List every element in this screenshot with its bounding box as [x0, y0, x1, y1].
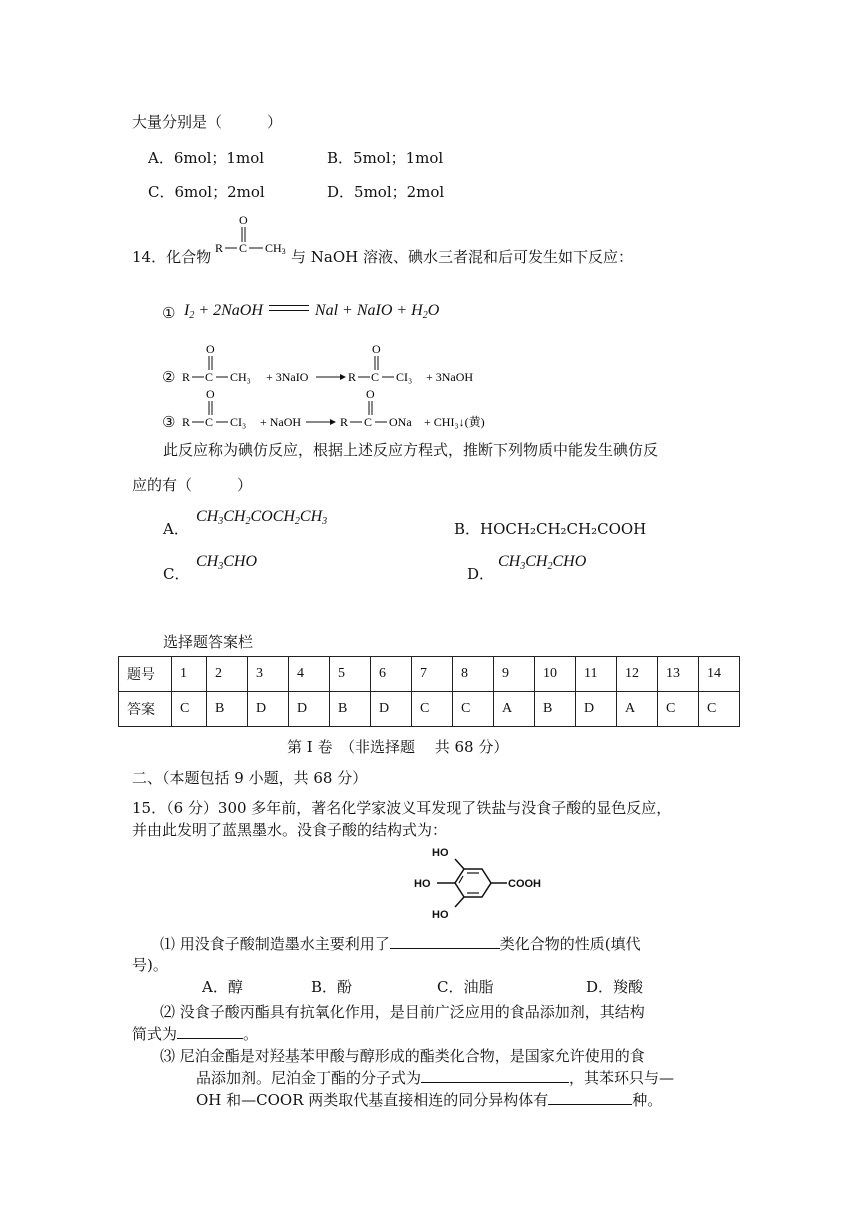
svg-text:HO: HO	[414, 878, 431, 890]
table-row	[119, 692, 740, 727]
answer-blank[interactable]	[548, 1090, 632, 1105]
q14-option-d-formula: $CH_3CH_2CHO$	[498, 553, 587, 572]
table-cell: 11	[576, 657, 617, 692]
q14-option-b: B．HOCH₂CH₂CH₂COOH	[454, 520, 647, 538]
reaction2-label: ②	[162, 368, 176, 386]
svg-text:O: O	[372, 342, 381, 356]
svg-text:+ 3NaIO: + 3NaIO	[266, 370, 309, 384]
svg-text:R: R	[340, 415, 349, 429]
table-cell: C	[453, 692, 494, 727]
table-cell: B	[330, 692, 371, 727]
svg-text:R: R	[182, 415, 191, 429]
svg-text:COOH: COOH	[508, 878, 541, 890]
table-cell: A	[617, 692, 658, 727]
table-cell: 4	[289, 657, 330, 692]
svg-text:R: R	[182, 370, 191, 384]
table-cell: C	[172, 692, 207, 727]
volume-title: 第 I 卷 （非选择题 共 68 分）	[287, 738, 509, 756]
q15-sub1-option-a: A．醇	[202, 978, 243, 996]
svg-text:R: R	[348, 370, 357, 384]
table-cell: 10	[535, 657, 576, 692]
q15-sub1-option-c: C．油脂	[437, 978, 494, 996]
q15-sub3-cont2: OH 和—COOR 两类取代基直接相连的同分异构体有 种。	[196, 1091, 663, 1109]
answer-blank[interactable]	[177, 1024, 243, 1039]
answer-table	[118, 656, 740, 727]
q15-sub2: ⑵ 没食子酸丙酯具有抗氧化作用，是目前广泛应用的食品添加剂，其结构	[160, 1003, 645, 1021]
gallic-acid-structure	[410, 843, 560, 923]
q13-stem-tail: 大量分别是（ ）	[132, 113, 283, 131]
table-cell: B	[535, 692, 576, 727]
table-cell: D	[248, 692, 289, 727]
table-cell: A	[494, 692, 535, 727]
reaction3-label: ③	[162, 413, 176, 431]
svg-text:C: C	[205, 370, 214, 384]
table-cell: 6	[371, 657, 412, 692]
q15-sub3: ⑶ 尼泊金酯是对羟基苯甲酸与醇形成的酯类化合物，是国家允许使用的食	[160, 1047, 645, 1065]
svg-text:C: C	[371, 370, 380, 384]
svg-text:+ CHI₃↓(黄): + CHI₃↓(黄)	[424, 415, 485, 429]
svg-text:O: O	[206, 342, 215, 356]
q14-explain-line2: 应的有（ ）	[132, 476, 253, 494]
q14-explain-line1: 此反应称为碘仿反应，根据上述反应方程式，推断下列物质中能发生碘仿反	[163, 441, 659, 459]
q13-option-b: B．5mol；1mol	[327, 149, 444, 167]
q14-option-a-formula: $CH_3CH_2COCH_2CH_3$	[196, 508, 328, 527]
svg-text:ONa: ONa	[389, 415, 412, 429]
q15-sub3-cont1: 品添加剂。尼泊金丁酯的分子式为 ，其苯环只与—	[196, 1069, 675, 1087]
table-cell: 2	[207, 657, 248, 692]
table-cell: 9	[494, 657, 535, 692]
q15-sub1-option-d: D．羧酸	[586, 978, 644, 996]
reaction1-label: ①	[162, 304, 176, 322]
answer-table-caption: 选择题答案栏	[163, 633, 254, 651]
svg-text:HO: HO	[432, 909, 449, 921]
methyl-ketone-structure	[213, 212, 293, 262]
reaction1-equation: $I_2$ + 2NaOH Nal + NaIO + $H_2O$	[184, 302, 440, 321]
svg-text:CI₃: CI₃	[230, 415, 247, 429]
svg-text:O: O	[366, 387, 375, 401]
answer-blank[interactable]	[390, 934, 500, 949]
row-head-number: 题号	[119, 657, 172, 692]
q15-line1: 15．（6 分）300 多年前，著名化学家波义耳发现了铁盐与没食子酸的显色反应，	[132, 799, 672, 817]
table-cell: 1	[172, 657, 207, 692]
q15-line2: 并由此发明了蓝黑墨水。没食子酸的结构式为：	[132, 821, 448, 839]
table-cell: 5	[330, 657, 371, 692]
svg-text:CH₃: CH₃	[230, 370, 251, 384]
q14-option-c-formula: $CH_3CHO$	[196, 553, 258, 572]
table-row	[119, 657, 740, 692]
svg-text:R: R	[215, 241, 224, 255]
table-cell: 12	[617, 657, 658, 692]
q15-sub1-cont: 号)。	[132, 956, 168, 974]
ketone-oxygen: O	[239, 213, 248, 227]
svg-text:+ 3NaOH: + 3NaOH	[426, 370, 474, 384]
svg-text:+ NaOH: + NaOH	[260, 415, 302, 429]
reaction3-equation	[180, 385, 510, 435]
q13-option-d: D．5mol；2mol	[327, 183, 445, 201]
table-cell: D	[371, 692, 412, 727]
q14-option-d-label: D．	[467, 565, 495, 583]
q14-option-c-label: C．	[163, 565, 190, 583]
table-cell: D	[289, 692, 330, 727]
svg-text:C: C	[205, 415, 214, 429]
part-title: 二、（本题包括 9 小题，共 68 分）	[132, 769, 368, 787]
svg-text:HO: HO	[432, 847, 449, 859]
table-cell: D	[576, 692, 617, 727]
table-cell: C	[658, 692, 699, 727]
answer-blank[interactable]	[421, 1068, 569, 1083]
table-cell: 7	[412, 657, 453, 692]
reaction2-equation	[180, 340, 510, 390]
table-cell: 13	[658, 657, 699, 692]
q13-option-a: A．6mol；1mol	[148, 149, 265, 167]
q14-number: 14．化合物	[132, 248, 212, 266]
table-cell: B	[207, 692, 248, 727]
q13-option-c: C．6mol；2mol	[148, 183, 265, 201]
svg-text:CI₃: CI₃	[396, 370, 413, 384]
q14-stem-rest: 与 NaOH 溶液、碘水三者混和后可发生如下反应：	[291, 248, 633, 266]
q15-sub1-option-b: B．酚	[311, 978, 353, 996]
q14-option-a-label: A．	[163, 520, 189, 538]
q15-sub2-cont: 简式为 。	[132, 1025, 259, 1043]
table-cell: 8	[453, 657, 494, 692]
row-head-answer: 答案	[119, 692, 172, 727]
table-cell: 14	[699, 657, 740, 692]
svg-text:CH3: CH3	[265, 241, 286, 256]
table-cell: C	[699, 692, 740, 727]
svg-text:C: C	[364, 415, 373, 429]
table-cell: C	[412, 692, 453, 727]
svg-text:C: C	[239, 241, 248, 255]
table-cell: 3	[248, 657, 289, 692]
q15-sub1: ⑴ 用没食子酸制造墨水主要利用了 类化合物的性质(填代	[160, 935, 641, 953]
svg-text:O: O	[206, 387, 215, 401]
equals-sign	[269, 305, 309, 311]
